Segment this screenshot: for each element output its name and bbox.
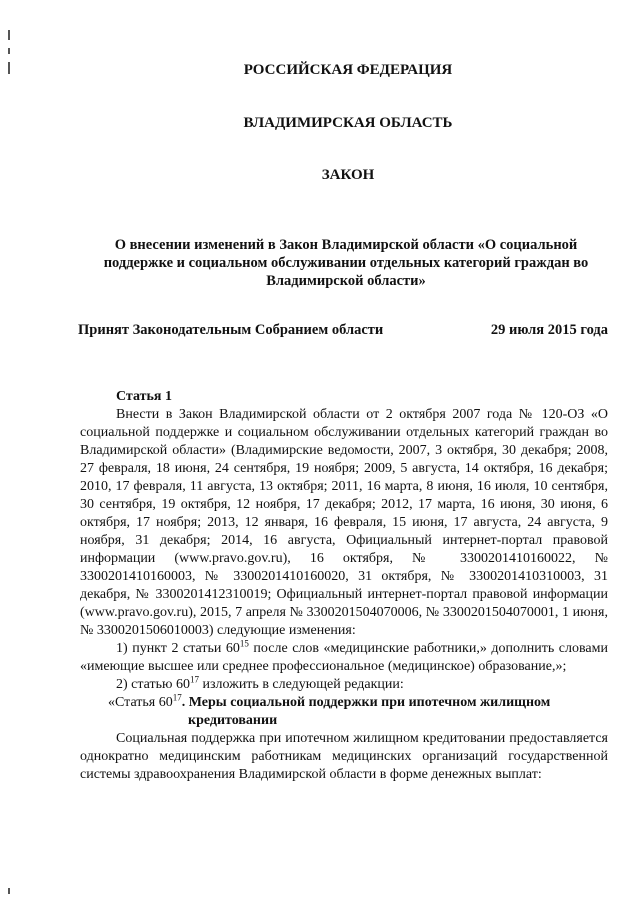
- scan-mark: [8, 30, 10, 40]
- country-heading: РОССИЙСКАЯ ФЕДЕРАЦИЯ: [243, 62, 453, 78]
- scan-mark: [8, 48, 10, 54]
- new-article-text: Социальная поддержка при ипотечном жилищном кредитовании предоставляется однократно медицинским работникам медицинских организаций государственной системы здравоохранения Владимирской области в форме денежных выплат:: [80, 731, 608, 782]
- article-heading: Статья 1: [116, 389, 172, 404]
- doc-type-heading: ЗАКОН: [321, 167, 375, 183]
- law-title: О внесении изменений в Закон Владимирской области «О социальной поддержке и социальном обслуживании отдельных категорий граждан во Владимирской области»: [103, 237, 589, 289]
- new-article-heading: «Статья $60^{17}$. Меры социальной поддержки при ипотечном жилищном: [108, 692, 551, 710]
- new-article-heading-cont: кредитовании: [188, 713, 278, 728]
- article-intro: Внести в Закон Владимирской области от 2 октября 2007 года № 120-ОЗ «О социальной поддержке и социальном обслуживании отдельных категорий граждан во Владимирской области» (Владимирские ведомости, 2007, 3 октября, 30 декабря; 2008, 27 февраля, 18 июня, 24 сентября, 19 ноября; 2009, 5 августа, 14 октября, 16 декабря; 2010, 17 февраля, 11 августа, 13 октября; 2011, 16 марта, 8 июня, 16 июля, 10 сентября, 30 сентября, 19 октября, 12 ноября, 17 декабря; 2012, 17 марта, 16 июня, 30 июня, 6 октября, 17 ноября; 2013, 12 января, 16 февраля, 15 июня, 17 августа, 24 августа, 9 ноября, 31 декабря; 2014, 16 августа, Официальный интернет-портал правовой информации (www.pravo.gov.ru), 16 октября, № 3300201410160022, № 3300201410160003, № 3300201410160020, 31 октября, № 3300201410310003, 31 декабря, № 3300201412310019; Официальный интернет-портал правовой информации (www.pravo.gov.ru), 2015, 7 апреля № 3300201504070006, № 3300201504070001, 1 июня, № 3300201506010003) следующие изменения:: [80, 407, 608, 638]
- item-2: 2) статью $60^{17}$ изложить в следующей редакции:: [116, 674, 404, 692]
- adoption-line: [78, 322, 608, 339]
- scan-mark: [8, 888, 10, 894]
- item-1: 1) пункт 2 статьи $60^{15}$ после слов «медицинские работники,» дополнить словами «имеющие высшее или среднее профессиональное (медицинское) образование,»;: [80, 638, 608, 674]
- adoption-date: 29 июля 2015 года: [490, 322, 608, 338]
- document-body: [80, 388, 608, 784]
- adopted-by: Принят Законодательным Собранием области: [78, 322, 384, 338]
- region-heading: ВЛАДИМИРСКАЯ ОБЛАСТЬ: [243, 115, 453, 131]
